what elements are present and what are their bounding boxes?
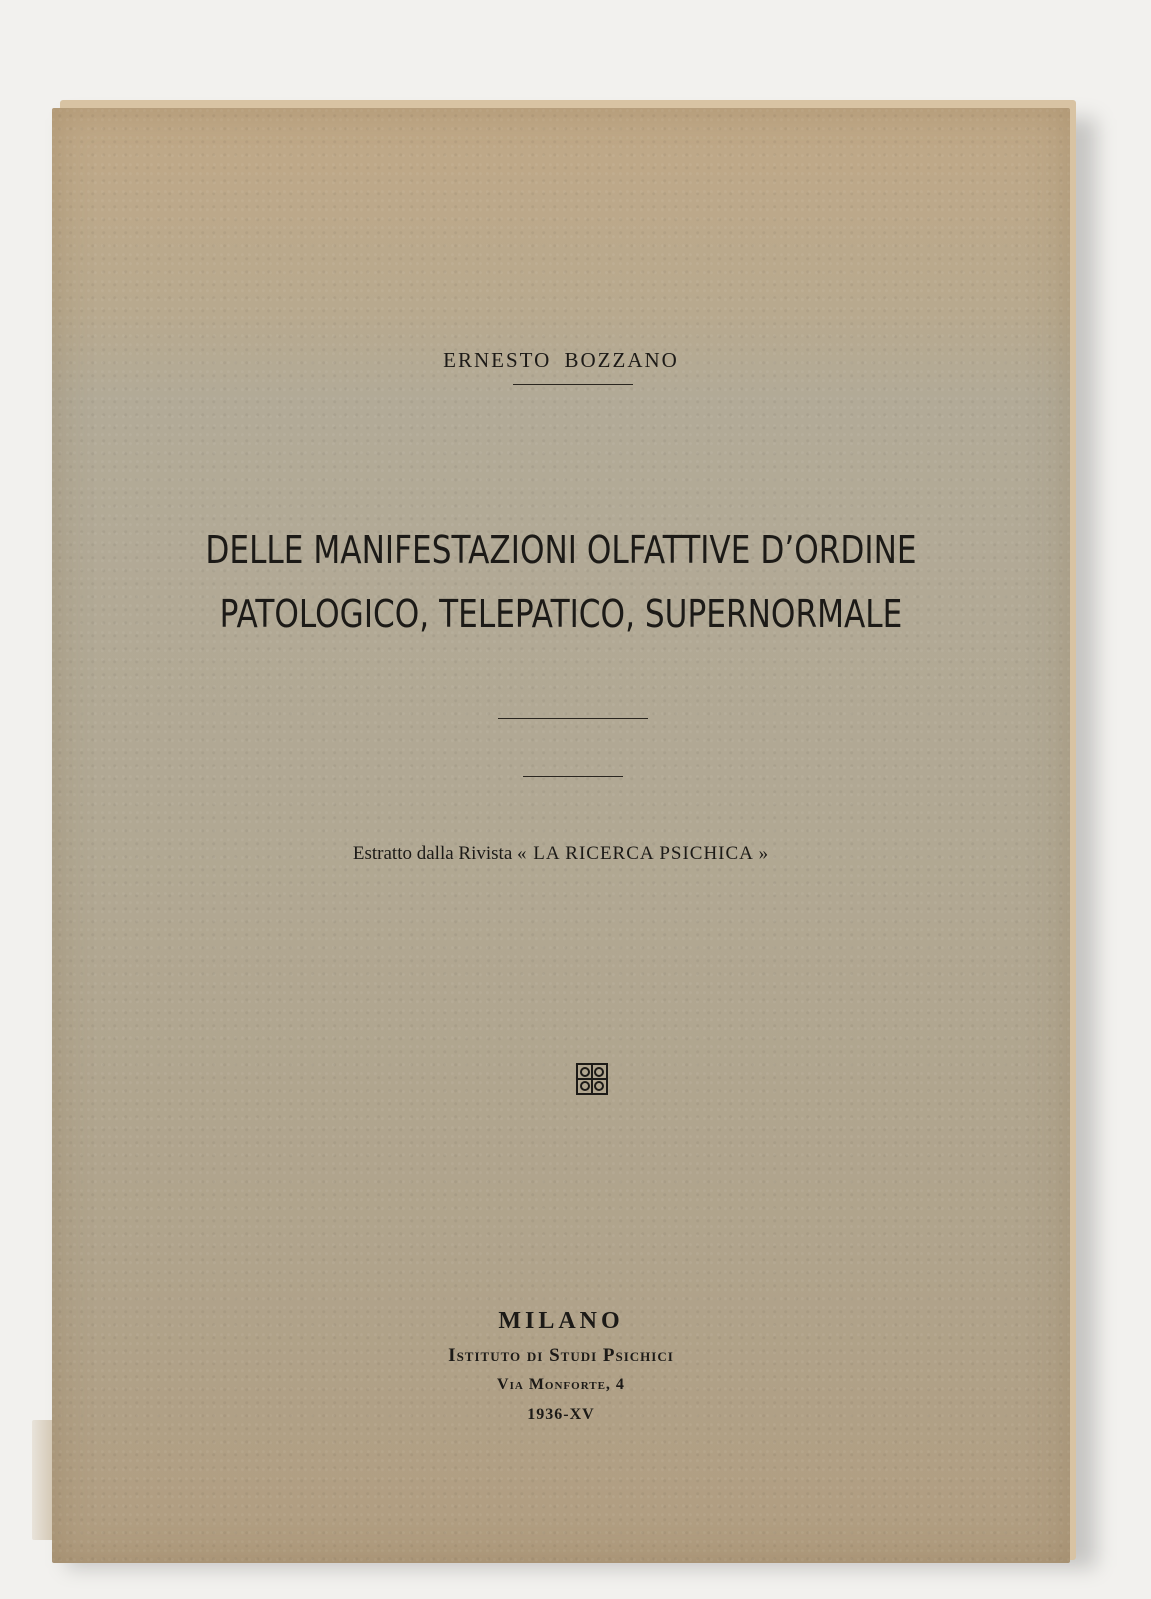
- decorative-knot-icon: [574, 1061, 610, 1097]
- title-line-1: DELLE MANIFESTAZIONI OLFATTIVE D’ORDINE: [205, 528, 917, 572]
- publisher-address: Via Monforte, 4: [497, 1376, 625, 1393]
- publisher-name: Istituto di Studi Psichici: [448, 1345, 674, 1366]
- publication-year: 1936-XV: [527, 1406, 595, 1423]
- booklet-cover: [52, 108, 1070, 1563]
- extract-line: [52, 843, 1070, 865]
- author-underline: [513, 384, 633, 385]
- title-line-2: PATOLOGICO, TELEPATICO, SUPERNORMALE: [219, 592, 903, 636]
- publication-city: MILANO: [498, 1308, 624, 1334]
- author-name: ERNESTO BOZZANO: [443, 348, 679, 372]
- journal-name: « LA RICERCA PSICHICA »: [517, 843, 770, 864]
- extract-rule-top: [498, 718, 648, 719]
- extract-rule-bottom: [523, 776, 623, 777]
- extract-prefix: Estratto dalla Rivista: [352, 843, 513, 864]
